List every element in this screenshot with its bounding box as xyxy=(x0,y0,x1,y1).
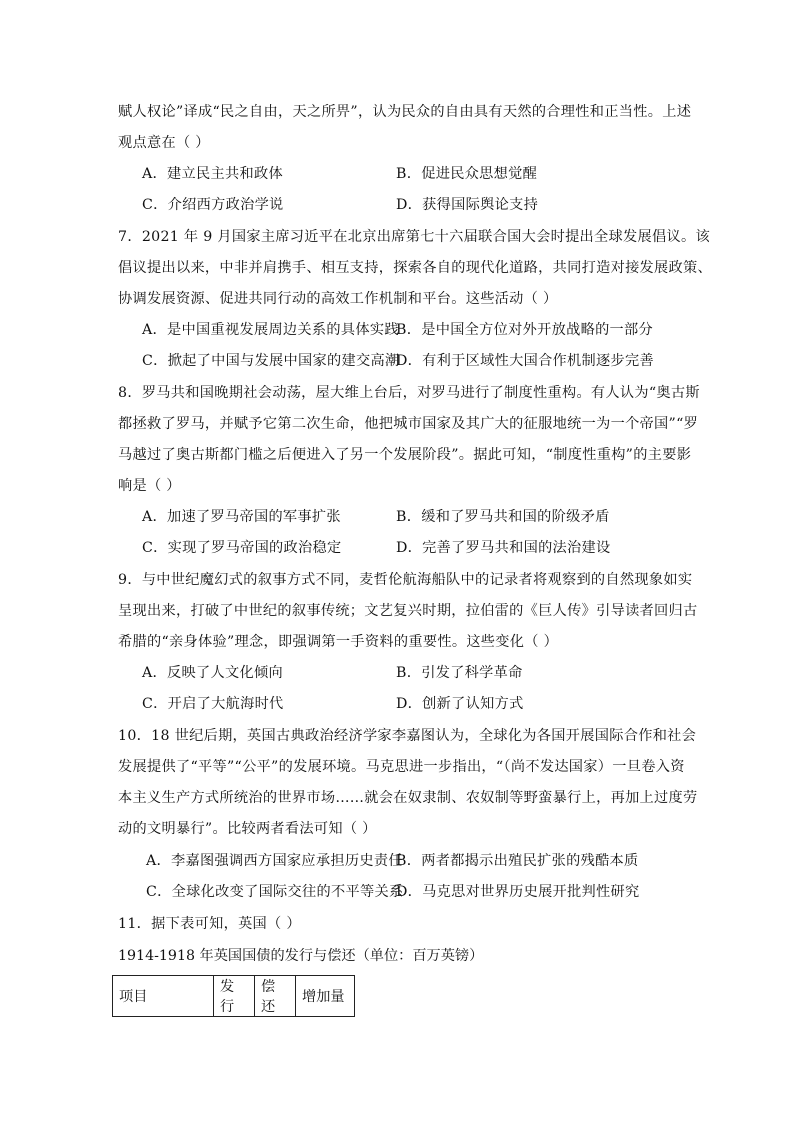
q9-option-b[interactable]: B．引发了科学革命 xyxy=(396,665,523,681)
header-increase: 增加量 xyxy=(296,976,355,1017)
q7-option-b[interactable]: B．是中国全方位对外开放战略的一部分 xyxy=(396,322,654,338)
header-item: 项目 xyxy=(113,976,214,1017)
q7-option-a[interactable]: A．是中国重视发展周边关系的具体实践 xyxy=(142,322,399,338)
q7-option-d[interactable]: D．有利于区域性大国合作机制逐步完善 xyxy=(396,353,654,369)
q8-option-b[interactable]: B．缓和了罗马共和国的阶级矛盾 xyxy=(396,509,610,525)
q9-option-d[interactable]: D．创新了认知方式 xyxy=(396,696,524,712)
q8-option-d[interactable]: D．完善了罗马共和国的法治建设 xyxy=(396,540,611,556)
q9-stem-line-3: 希腊的“亲身体验”理念，即强调第一手资料的重要性。这些变化（ ） xyxy=(118,634,559,650)
q8-stem-line-2: 都拯救了罗马，并赋予它第二次生命，他把城市国家及其广大的征服地统一为一个帝国”“罗 xyxy=(118,416,699,432)
q8-stem-line-1: 8．罗马共和国晚期社会动荡，屋大维上台后，对罗马进行了制度性重构。有人认为“奥古斯 xyxy=(118,385,700,401)
q9-option-c[interactable]: C．开启了大航海时代 xyxy=(142,696,284,712)
table-caption: 1914-1918 年英国国债的发行与偿还（单位：百万英镑） xyxy=(118,948,484,964)
q10-stem-line-1: 10．18 世纪后期，英国古典政治经济学家李嘉图认为，全球化为各国开展国际合作和社会 xyxy=(118,728,697,744)
debt-table xyxy=(112,975,355,1017)
q6-option-d[interactable]: D．获得国际舆论支持 xyxy=(396,197,539,213)
q7-stem-line-2: 倡议提出以来，中非并肩携手、相互支持，探索各自的现代化道路，共同打造对接发展政策、 xyxy=(118,260,712,276)
q10-stem-line-4: 动的文明暴行”。比较两者看法可知（ ） xyxy=(118,821,377,837)
q9-option-a[interactable]: A．反映了人文化倾向 xyxy=(142,665,283,681)
q6-option-c[interactable]: C．介绍西方政治学说 xyxy=(142,197,284,213)
header-issued: 发行 xyxy=(214,976,255,1017)
q7-stem-line-3: 协调发展资源、促进共同行动的高效工作机制和平台。这些活动（ ） xyxy=(118,291,558,307)
q10-stem-line-2: 发展提供了“平等”“公平”的发展环境。马克思进一步指出，“（尚不发达国家）一旦卷入资 xyxy=(118,759,685,775)
table-header-row xyxy=(113,976,355,1017)
q8-option-c[interactable]: C．实现了罗马帝国的政治稳定 xyxy=(142,540,342,556)
q10-option-c[interactable]: C．全球化改变了国际交往的不平等关系 xyxy=(146,884,404,900)
q8-stem-line-3: 马越过了奥古斯都门槛之后便进入了另一个发展阶段”。据此可知，“制度性重构”的主要影 xyxy=(118,447,692,463)
q6-option-a[interactable]: A．建立民主共和政体 xyxy=(142,166,283,182)
q7-stem-line-1: 7．2021 年 9 月国家主席习近平在北京出席第七十六届联合国大会时提出全球发展倡议。该 xyxy=(118,229,710,245)
q11-stem: 11．据下表可知，英国（ ） xyxy=(118,916,301,932)
q10-option-d[interactable]: D．马克思对世界历史展开批判性研究 xyxy=(396,884,640,900)
q10-option-a[interactable]: A．李嘉图强调西方国家应承担历史责任 xyxy=(146,853,403,869)
q9-stem-line-1: 9．与中世纪魔幻式的叙事方式不同，麦哲伦航海船队中的记录者将观察到的自然现象如实 xyxy=(118,572,693,588)
q6-stem-line-1: 赋人权论”译成“民之自由，天之所畀”，认为民众的自由具有天然的合理性和正当性。上述 xyxy=(118,104,692,120)
q6-stem-line-2: 观点意在（ ） xyxy=(118,135,210,151)
header-repaid: 偿还 xyxy=(255,976,296,1017)
q10-option-b[interactable]: B．两者都揭示出殖民扩张的残酷本质 xyxy=(396,853,639,869)
q9-stem-line-2: 呈现出来，打破了中世纪的叙事传统；文艺复兴时期，拉伯雷的《巨人传》引导读者回归古 xyxy=(118,603,698,619)
q6-option-b[interactable]: B．促进民众思想觉醒 xyxy=(396,166,538,182)
q7-option-c[interactable]: C．掀起了中国与发展中国家的建交高潮 xyxy=(142,353,400,369)
q8-stem-line-4: 响是（ ） xyxy=(118,478,181,494)
q8-option-a[interactable]: A．加速了罗马帝国的军事扩张 xyxy=(142,509,341,525)
q10-stem-line-3: 本主义生产方式所统治的世界市场……就会在奴隶制、农奴制等野蛮暴行上，再加上过度劳 xyxy=(118,790,698,806)
